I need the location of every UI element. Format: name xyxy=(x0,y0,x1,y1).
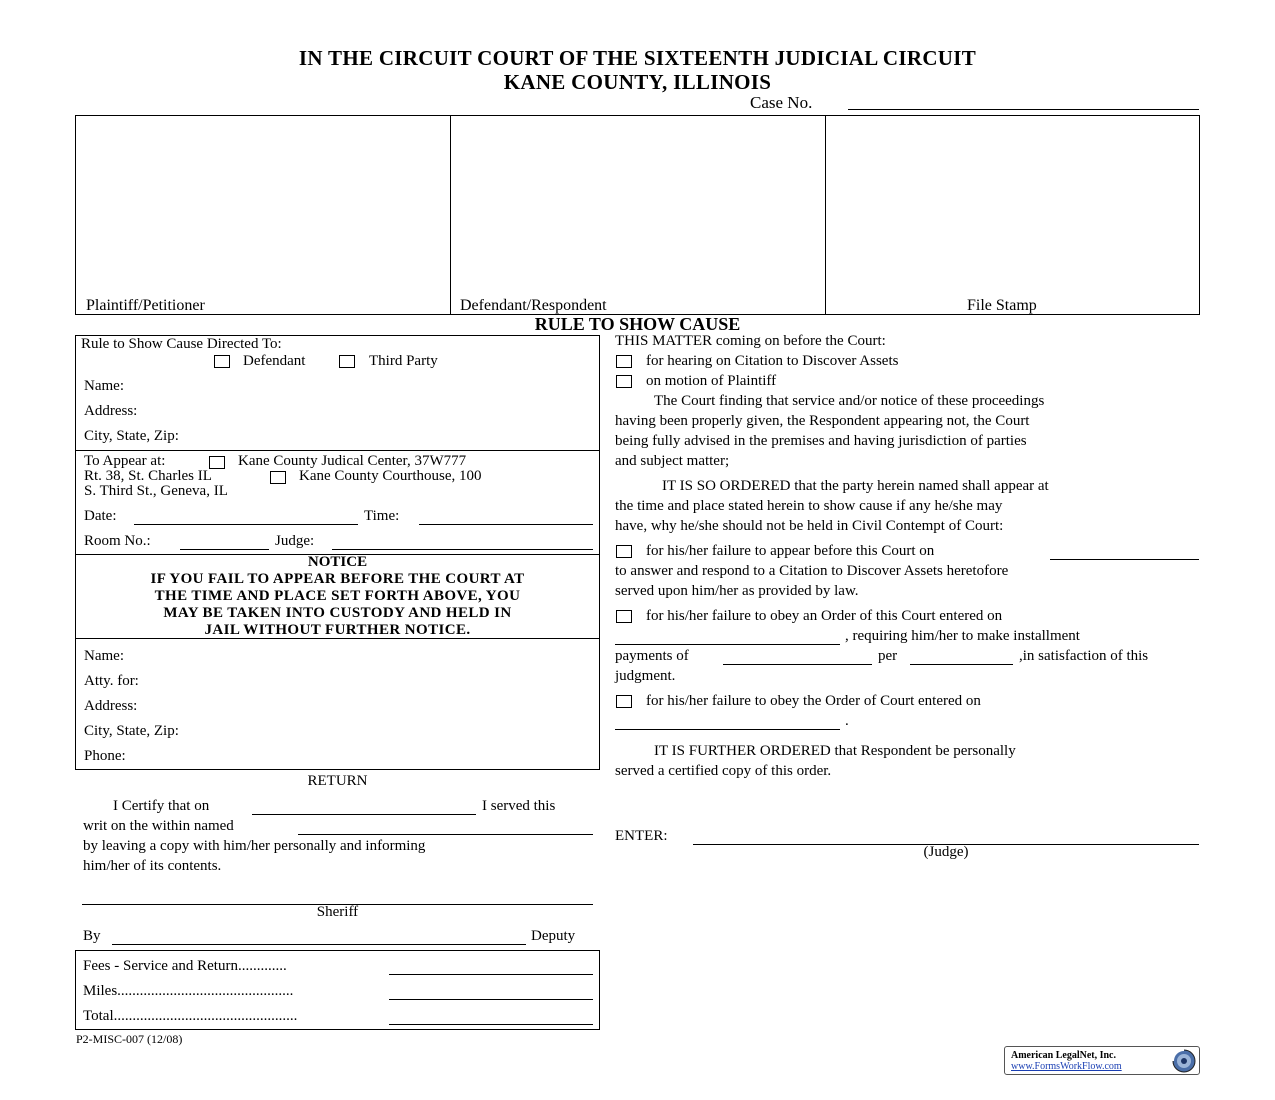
fees-field[interactable] xyxy=(389,960,593,975)
period-mark: . xyxy=(845,713,849,729)
judgment-text: judgment. xyxy=(615,668,676,684)
logo-company-name: American LegalNet, Inc. xyxy=(1011,1050,1116,1061)
order-text: IT IS SO ORDERED that the party herein named shall appear at xyxy=(662,478,1049,494)
atty-city-label: City, State, Zip: xyxy=(84,723,179,739)
failure-order-checkbox[interactable] xyxy=(616,695,632,708)
sheriff-label: Sheriff xyxy=(316,904,359,920)
finding-text: The Court finding that service and/or notice of these proceedings xyxy=(654,393,1045,409)
certify-text: I Certify that on xyxy=(113,798,210,814)
failure-obey-label: for his/her failure to obey an Order of this Court entered on xyxy=(646,608,1003,624)
served-date-field[interactable] xyxy=(252,800,476,815)
form-code: P2-MISC-007 (12/08) xyxy=(76,1032,183,1046)
courthouse-checkbox[interactable] xyxy=(270,471,286,484)
enter-label: ENTER: xyxy=(615,828,668,844)
served-name-field[interactable] xyxy=(298,820,593,835)
date-label: Date: xyxy=(84,508,117,524)
plaintiff-motion-label: on motion of Plaintiff xyxy=(646,373,777,389)
time-label: Time: xyxy=(364,508,400,524)
county-title: KANE COUNTY, ILLINOIS xyxy=(503,70,772,94)
judge-label: Judge: xyxy=(275,533,315,549)
location-2-line-1: Kane County Courthouse, 100 xyxy=(299,468,482,484)
atty-name-label: Name: xyxy=(84,648,124,664)
miles-label: Miles............................................... xyxy=(83,983,294,999)
left-info-box xyxy=(75,335,600,770)
globe-icon xyxy=(1169,1048,1197,1074)
file-stamp-label: File Stamp xyxy=(967,297,1037,314)
respondent-name-label: Name: xyxy=(84,378,124,394)
judge-caption: (Judge) xyxy=(923,844,969,860)
citation-hearing-label: for hearing on Citation to Discover Assets xyxy=(646,353,899,369)
respondent-address-label: Address: xyxy=(84,403,138,419)
miles-field[interactable] xyxy=(389,985,593,1000)
notice-line: IF YOU FAIL TO APPEAR BEFORE THE COURT AT xyxy=(150,571,525,587)
caption-table xyxy=(75,115,1200,315)
divider xyxy=(75,450,600,451)
atty-for-label: Atty. for: xyxy=(84,673,139,689)
location-1-line-2: Rt. 38, St. Charles IL xyxy=(84,468,212,484)
defendant-option-label: Defendant xyxy=(243,353,306,369)
appear-date-field[interactable] xyxy=(1050,545,1199,560)
plaintiff-label: Plaintiff/Petitioner xyxy=(86,297,205,314)
fees-label: Fees - Service and Return............. xyxy=(83,958,287,974)
failure-obey-checkbox[interactable] xyxy=(616,610,632,623)
judge-signature-field[interactable] xyxy=(693,830,1199,845)
finding-text: having been properly given, the Respondent appearing not, the Court xyxy=(615,413,1030,429)
leaving-text: by leaving a copy with him/her personally and informing xyxy=(83,838,426,854)
notice-line: JAIL WITHOUT FURTHER NOTICE. xyxy=(204,622,471,638)
failure-appear-checkbox[interactable] xyxy=(616,545,632,558)
room-label: Room No.: xyxy=(84,533,151,549)
respondent-city-label: City, State, Zip: xyxy=(84,428,179,444)
defendant-checkbox[interactable] xyxy=(214,355,230,368)
deputy-signature-field[interactable] xyxy=(112,930,526,945)
by-label: By xyxy=(83,928,101,944)
location-1-line-1: Kane County Judical Center, 37W777 xyxy=(238,453,467,469)
form-title: RULE TO SHOW CAUSE xyxy=(534,314,741,334)
return-title: RETURN xyxy=(307,773,368,789)
payment-period-field[interactable] xyxy=(910,650,1013,665)
per-label: per xyxy=(878,648,898,664)
satisfaction-text: ,in satisfaction of this xyxy=(1019,648,1149,664)
case-no-field[interactable] xyxy=(848,95,1199,110)
appear-at-label: To Appear at: xyxy=(84,453,166,469)
finding-text: being fully advised in the premises and having jurisdiction of parties xyxy=(615,433,1027,449)
atty-phone-label: Phone: xyxy=(84,748,126,764)
further-order-text: IT IS FURTHER ORDERED that Respondent be personally xyxy=(654,743,1016,759)
order-text: have, why he/she should not be held in Civil Contempt of Court: xyxy=(615,518,1004,534)
american-legalnet-logo[interactable] xyxy=(1004,1046,1200,1075)
further-order-text: served a certified copy of this order. xyxy=(615,763,832,779)
logo-url-link[interactable]: www.FormsWorkFlow.com xyxy=(1011,1061,1122,1072)
deputy-label: Deputy xyxy=(531,928,576,944)
caption-divider xyxy=(825,115,826,315)
citation-hearing-checkbox[interactable] xyxy=(616,355,632,368)
caption-divider xyxy=(450,115,451,315)
judge-field[interactable] xyxy=(332,535,593,550)
time-field[interactable] xyxy=(419,510,593,525)
installment-text: , requiring him/her to make installment xyxy=(845,628,1080,644)
payments-label: payments of xyxy=(615,648,689,664)
order-text: the time and place stated herein to show cause if any he/she may xyxy=(615,498,1003,514)
failure-appear-label: for his/her failure to appear before this Court on xyxy=(646,543,935,559)
total-label: Total................................................. xyxy=(83,1008,298,1024)
third-party-option-label: Third Party xyxy=(369,353,438,369)
writ-text: writ on the within named xyxy=(83,818,234,834)
defendant-label: Defendant/Respondent xyxy=(460,297,607,314)
sheriff-signature-field[interactable] xyxy=(82,890,593,905)
failure-appear-text: to answer and respond to a Citation to Discover Assets heretofore xyxy=(615,563,1009,579)
notice-line: MAY BE TAKEN INTO CUSTODY AND HELD IN xyxy=(163,605,512,621)
failure-order-label: for his/her failure to obey the Order of Court entered on xyxy=(646,693,981,709)
order-date-field[interactable] xyxy=(615,630,840,645)
court-title: IN THE CIRCUIT COURT OF THE SIXTEENTH JUDICIAL CIRCUIT xyxy=(298,46,977,70)
date-field[interactable] xyxy=(134,510,358,525)
failure-appear-text: served upon him/her as provided by law. xyxy=(615,583,859,599)
location-2-line-2: S. Third St., Geneva, IL xyxy=(84,483,228,499)
contents-text: him/her of its contents. xyxy=(83,858,222,874)
court-order-date-field[interactable] xyxy=(615,715,840,730)
notice-line: THE TIME AND PLACE SET FORTH ABOVE, YOU xyxy=(154,588,521,604)
finding-text: and subject matter; xyxy=(615,453,730,469)
total-field[interactable] xyxy=(389,1010,593,1025)
payment-amount-field[interactable] xyxy=(723,650,872,665)
case-no-label: Case No. xyxy=(750,93,813,112)
served-text: I served this xyxy=(482,798,556,814)
atty-address-label: Address: xyxy=(84,698,138,714)
third-party-checkbox[interactable] xyxy=(339,355,355,368)
directed-to-label: Rule to Show Cause Directed To: xyxy=(81,336,282,352)
plaintiff-motion-checkbox[interactable] xyxy=(616,375,632,388)
matter-text: THIS MATTER coming on before the Court: xyxy=(615,333,886,349)
room-field[interactable] xyxy=(180,535,269,550)
notice-title: NOTICE xyxy=(307,554,368,570)
